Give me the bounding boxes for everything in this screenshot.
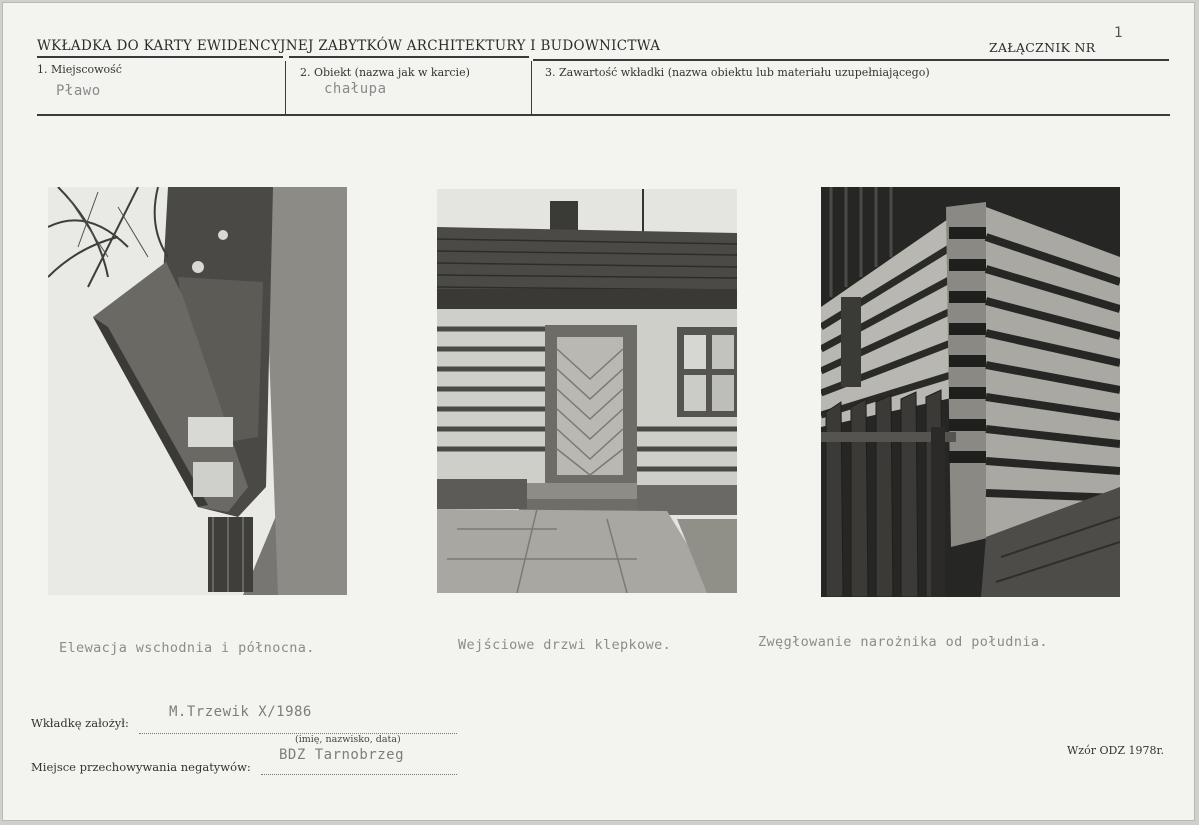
contents-label: 3. Zawartość wkładki (nazwa obiektu lub materiału uzupełniającego) <box>545 66 930 79</box>
storage-value: BDZ Tarnobrzeg <box>279 747 405 763</box>
storage-dotline <box>261 774 457 775</box>
storage-label: Miejsce przechowywania negatywów: <box>31 760 251 774</box>
form-code: Wzór ODZ 1978r. <box>1067 744 1164 757</box>
field-divider-2 <box>531 61 532 114</box>
photo-east-north-elevation <box>48 187 347 595</box>
header-top-rule-right <box>533 59 1169 61</box>
object-value: chałupa <box>324 81 387 97</box>
photo-1-caption: Elewacja wschodnia i północna. <box>59 640 315 656</box>
header-bottom-rule <box>37 114 1170 116</box>
created-by-value: M.Trzewik X/1986 <box>169 704 312 720</box>
object-label: 2. Obiekt (nazwa jak w karcie) <box>300 66 470 79</box>
photo-3-caption: Zwęgłowanie narożnika od południa. <box>758 634 1048 650</box>
form-title: WKŁADKA DO KARTY EWIDENCYJNEJ ZABYTKÓW ARCHITEKTURY I BUDOWNICTWA <box>37 38 661 54</box>
created-by-hint: (imię, nazwisko, data) <box>295 734 401 745</box>
photo-2-image <box>437 189 737 593</box>
header-top-rule <box>37 56 283 58</box>
header-top-rule-mid <box>289 56 529 58</box>
field-divider-1 <box>285 61 286 114</box>
photo-3-image <box>821 187 1120 597</box>
photo-1-image <box>48 187 347 595</box>
annex-label: ZAŁĄCZNIK NR <box>989 40 1096 55</box>
annex-number: 1 <box>1114 25 1123 41</box>
photo-entrance-door <box>437 189 737 593</box>
locality-label: 1. Miejscowość <box>37 63 122 76</box>
created-by-label: Wkładkę założył: <box>31 716 129 730</box>
photo-2-caption: Wejściowe drzwi klepkowe. <box>458 637 672 653</box>
record-sheet <box>2 2 1195 821</box>
photo-corner-joint <box>821 187 1120 597</box>
locality-value: Pławo <box>56 83 101 99</box>
